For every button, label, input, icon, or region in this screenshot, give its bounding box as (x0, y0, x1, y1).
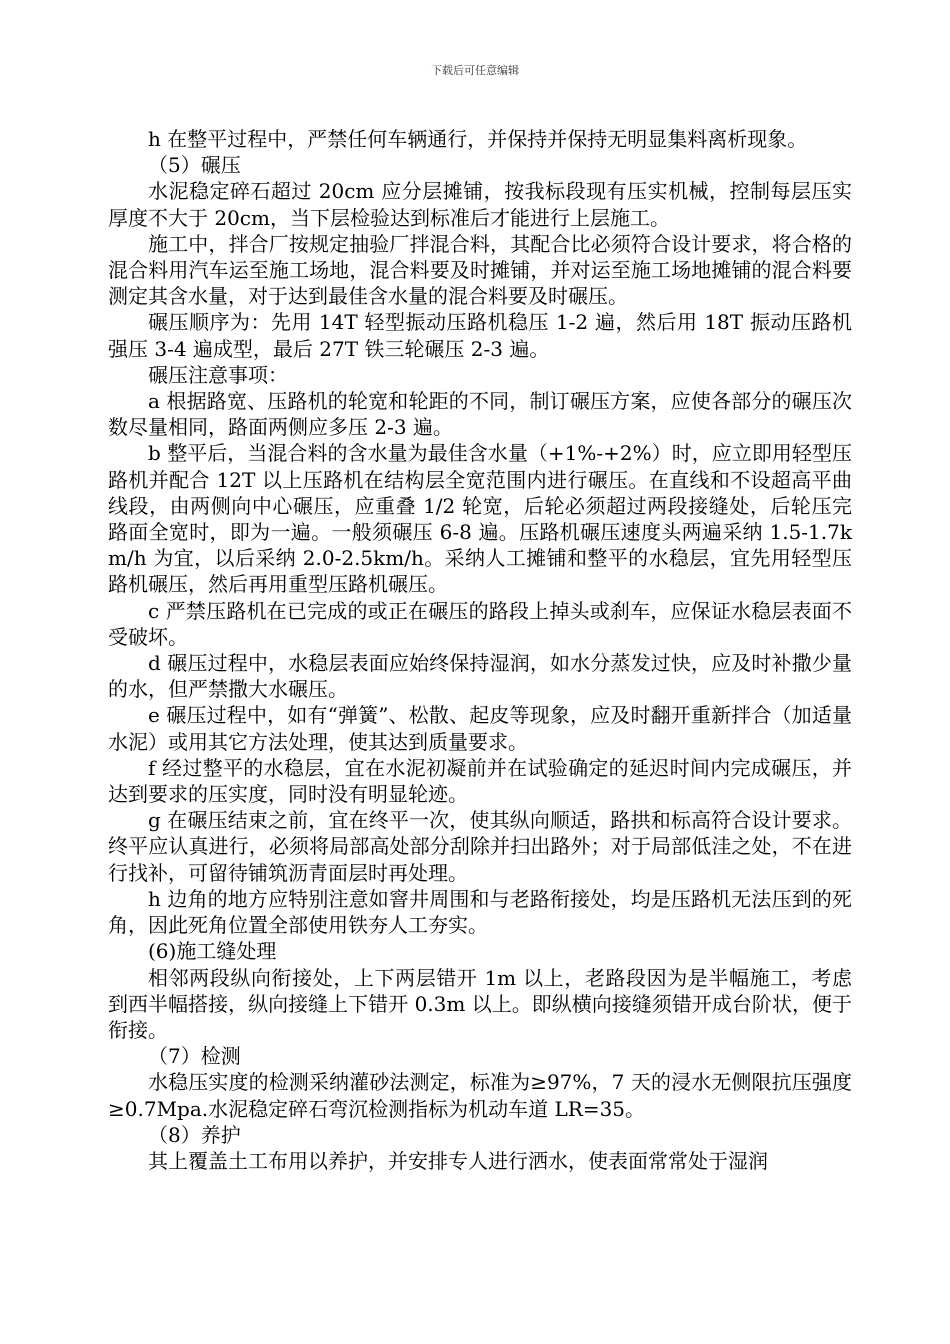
paragraph-compaction-notes-title: 碾压注意事项： (148, 362, 288, 387)
paragraph-layered-paving: 水泥稳定碎石超过 20cm 应分层摊铺，按我标段现有压实机械，控制每层压实厚度不大于 20cm，当下层检验达到标准后才能进行上层施工。 (108, 179, 852, 230)
paragraph-mix-transport: 施工中，拌合厂按规定抽验厂拌混合料，其配合比必须符合设计要求，将合格的混合料用汽车运至施工场地，混合料要及时摊铺，并对运至施工场地摊铺的混合料要测定其含水量，对于达到最佳含水量的混合料要及时碾压。 (108, 231, 852, 309)
section-heading-curing: （8）养护 (148, 1122, 241, 1147)
paragraph-compaction-order: 碾压顺序为：先用 14T 轻型振动压路机稳压 1-2 遍，然后用 18T 振动压路机强压 3-4 遍成型，最后 27T 铁三轮碾压 2-3 遍。 (108, 310, 852, 361)
paragraph-note-c: c 严禁压路机在已完成的或正在碾压的路段上掉头或刹车，应保证水稳层表面不受破坏。 (108, 598, 852, 649)
paragraph-note-f: f 经过整平的水稳层，宜在水泥初凝前并在试验确定的延迟时间内完成碾压，并达到要求的压实度，同时没有明显轮迹。 (108, 755, 852, 807)
paragraph-note-e: e 碾压过程中，如有“弹簧”、松散、起皮等现象，应及时翻开重新拌合（加适量水泥）或用其它方法处理，使其达到质量要求。 (108, 703, 852, 754)
paragraph-note-b: b 整平后，当混合料的含水量为最佳含水量（+1%-+2%）时，应立即用轻型压路机并配合 12T 以上压路机在结构层全宽范围内进行碾压。在直线和不设超高平曲线段，由两侧向中心碾压，应重叠 1/2 轮宽，后轮必须超过两段接缝处，后轮压完路面全宽时，即为一遍。一般须碾压 6-8 遍。压路机碾压速度头两遍采纳 1.5-1.7km/h 为宜，以后采纳 2.0-2.5km/h。采纳人工摊铺和整平的水稳层，宜先用轻型压路机碾压，然后再用重型压路机碾压。 (108, 441, 852, 597)
paragraph-curing: 其上覆盖土工布用以养护，并安排专人进行洒水，使表面常常处于湿润 (148, 1148, 768, 1173)
section-heading-joint: (6)施工缝处理 (148, 939, 277, 964)
paragraph-joint-handling: 相邻两段纵向衔接处，上下两层错开 1m 以上，老路段因为是半幅施工，考虑到西半幅搭接，纵向接缝上下错开 0.3m 以上。即纵横向接缝须错开成台阶状，便于衔接。 (108, 965, 852, 1042)
paragraph-note-h: h 边角的地方应特别注意如窨井周围和与老路衔接处，均是压路机无法压到的死角，因此死角位置全部使用铁夯人工夯实。 (108, 886, 852, 938)
section-heading-compaction: （5）碾压 (148, 153, 241, 178)
paragraph-note-g: g 在碾压结束之前，宜在终平一次，使其纵向顺适，路拱和标高符合设计要求。终平应认真进行，必须将局部高处部分刮除并扫出路外；对于局部低洼之处，不在进行找补，可留待铺筑沥青面层时再处理。 (108, 808, 852, 885)
paragraph-h-leveling: h 在整平过程中，严禁任何车辆通行，并保持并保持无明显集料离析现象。 (148, 127, 808, 151)
paragraph-note-a: a 根据路宽、压路机的轮宽和轮距的不同，制订碾压方案，应使各部分的碾压次数尽量相同，路面两侧应多压 2-3 遍。 (108, 389, 852, 440)
page-header: 下载后可任意编辑 (431, 64, 519, 77)
paragraph-note-d: d 碾压过程中，水稳层表面应始终保持湿润，如水分蒸发过快，应及时补撒少量的水，但严禁撒大水碾压。 (108, 651, 852, 702)
paragraph-testing: 水稳压实度的检测采纳灌砂法测定，标准为≥97%，7 天的浸水无侧限抗压强度≥0.7Mpa.水泥稳定碎石弯沉检测指标为机动车道 LR=35。 (108, 1070, 852, 1121)
section-heading-testing: （7）检测 (148, 1044, 241, 1069)
document-body (108, 126, 852, 1174)
